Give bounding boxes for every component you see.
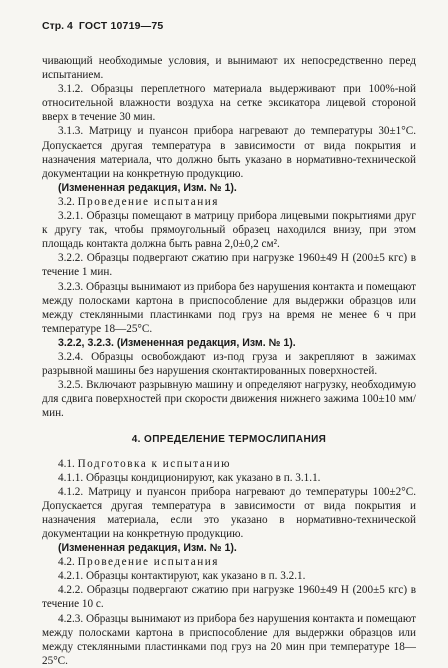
paragraph: 3.2.4. Образцы освобождают из-под груза и закрепляют в зажимах разрывной машины без нарушения сконтактированных поверхностей. [42,350,416,378]
subsection-heading [42,457,416,471]
paragraph: 4.1.2. Матрицу и пуансон прибора нагревают до температуры 100±2°С. Допускается другая температура в зависимости от вида покрытия и назначения материала, если это указано в нормативно-технической документации на конкретную продукцию. [42,485,416,540]
paragraph: 4.2.1. Образцы контактируют, как указано в п. 3.2.1. [58,570,306,583]
page-header [42,20,416,32]
paragraph: 3.2.3. Образцы вынимают из прибора без нарушения контакта и помещают между полосками картона в приспособление для выдержки образцов или между стеклянными пластинками под груз на время не менее 6 ч при температуре 18—25°С. [42,280,416,335]
subsection-title: Проведение испытания [77,195,219,208]
amendment-note: 3.2.2, 3.2.3. (Измененная редакция, Изм. № 1). [58,336,296,349]
subsection-heading [42,195,416,209]
subsection-title: Подготовка к испытанию [77,457,232,470]
amendment-note: (Измененная редакция, Изм. № 1). [58,181,237,194]
subsection-number: 3.2. [58,195,75,208]
section-4-title: 4. ОПРЕДЕЛЕНИЕ ТЕРМОСЛИПАНИЯ [131,434,327,446]
standard-code: ГОСТ 10719—75 [78,20,164,32]
section-4-text [42,457,416,668]
paragraph: 3.2.1. Образцы помещают в матрицу прибора лицевыми покрытиями друг к другу так, чтобы прямоугольный образец находился внизу, при этом площадь контакта должна быть равна 2,0±0,2 см². [42,210,416,251]
subsection-number: 4.2. [58,556,75,569]
paragraph: 4.1.1. Образцы кондиционируют, как указано в п. 3.1.1. [58,471,321,484]
paragraph: 3.1.2. Образцы переплетного материала выдерживают при 100%-ной относительной влажности воздуха на сетке эксикатора лицевой стороной вверх в течение 30 мин. [42,83,416,124]
section-3-text [42,54,416,420]
page-number: Стр. 4 [42,20,73,32]
subsection-heading [42,555,416,569]
paragraph: 3.2.2. Образцы подвергают сжатию при нагрузке 1960±49 Н (200±5 кгс) в течение 1 мин. [42,252,416,279]
subsection-number: 4.1. [58,457,75,470]
paragraph: 4.2.3. Образцы вынимают из прибора без нарушения контакта и помещают между полосками картона в приспособление для выдержки образцов или между стеклянными пластинками под груз на 20 мин при температуре 18—25°С. [42,612,416,667]
amendment-note: (Измененная редакция, Изм. № 1). [58,542,237,555]
paragraph: 4.2.2. Образцы подвергают сжатию при нагрузке 1960±49 Н (200±5 кгс) в течение 10 с. [42,584,416,611]
paragraph: 3.2.5. Включают разрывную машину и определяют нагрузку, необходимую для сдвига поверхностей при скорости движения нижнего зажима 100±10 мм/мин. [42,379,416,420]
subsection-title: Проведение испытания [77,556,219,569]
paragraph: 3.1.3. Матрицу и пуансон прибора нагревают до температуры 30±1°С. Допускается другая температура в зависимости от вида покрытия и назначения материала, что должно быть указано в нормативно-технической документации на конкретную продукцию. [42,125,416,180]
document-body [42,54,416,668]
paragraph: чивающий необходимые условия, и вынимают их непосредственно перед испытанием. [42,55,416,82]
